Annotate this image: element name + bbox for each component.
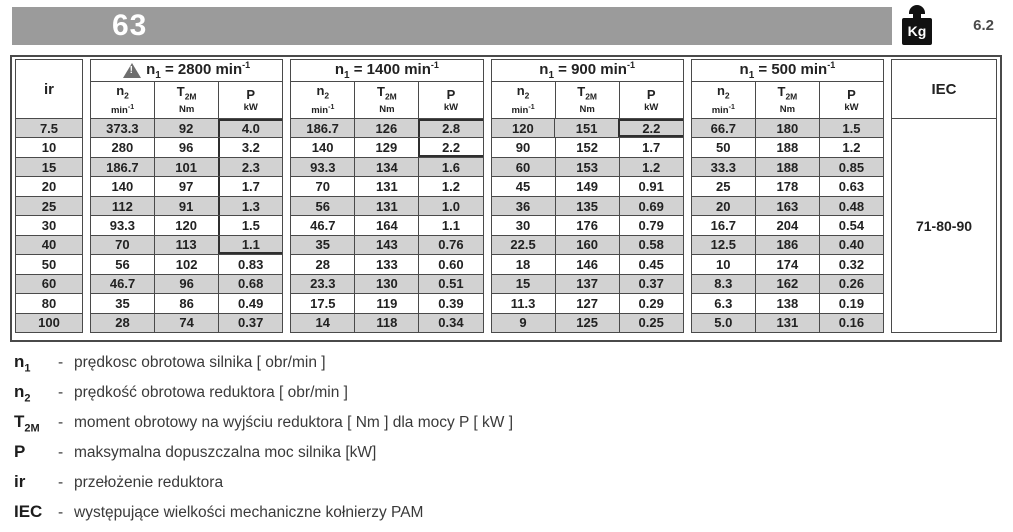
cell-value: 152 bbox=[555, 138, 619, 156]
cell-value: 33.3 bbox=[692, 158, 755, 176]
cell-value: 9 bbox=[492, 314, 555, 332]
data-row bbox=[692, 216, 883, 235]
cell-value: 45 bbox=[515, 179, 531, 195]
weight-indicator bbox=[894, 7, 1002, 47]
data-row bbox=[91, 197, 282, 216]
cell-value: 176 bbox=[555, 216, 619, 234]
cell-value: 6.3 bbox=[714, 295, 733, 311]
cell-value: 50 bbox=[716, 140, 731, 156]
legend-item bbox=[14, 352, 914, 382]
cell-value: 131 bbox=[755, 314, 819, 332]
cell-value: 70 bbox=[315, 179, 331, 195]
cell-value: 0.25 bbox=[619, 314, 683, 332]
series-header-bar bbox=[12, 7, 892, 45]
kg-weight-icon-body: Kg bbox=[902, 18, 932, 45]
cell-value: 0.39 bbox=[418, 294, 482, 312]
data-row bbox=[91, 236, 282, 255]
cell-value: 0.49 bbox=[218, 294, 282, 312]
column-header-P: P kW bbox=[819, 82, 883, 118]
cell-value: 15 bbox=[492, 275, 555, 293]
cell-value: 0.63 bbox=[819, 177, 883, 195]
cell-value: 96 bbox=[154, 275, 218, 293]
cell-value: 102 bbox=[154, 255, 218, 273]
cell-value: 138 bbox=[755, 294, 819, 312]
cell-value: 153 bbox=[555, 158, 619, 176]
cell-value: 0.91 bbox=[619, 177, 683, 195]
cell-value: 60 bbox=[492, 158, 555, 176]
cell-value: 36 bbox=[492, 197, 555, 215]
data-row bbox=[291, 216, 482, 235]
data-row bbox=[91, 255, 282, 274]
cell-value: 1.6 bbox=[418, 158, 482, 176]
cell-value: 101 bbox=[154, 158, 218, 176]
cell-value: 204 bbox=[755, 216, 819, 234]
group-title-n1-1400: $n_1 = 1400$ $\min^{-1}$ bbox=[291, 60, 482, 82]
cell-value: 1.2 bbox=[418, 177, 482, 195]
ir-row bbox=[16, 138, 82, 157]
cell-value: 112 bbox=[91, 197, 154, 215]
data-row bbox=[692, 138, 883, 157]
data-row bbox=[91, 275, 282, 294]
cell-value: 86 bbox=[154, 294, 218, 312]
cell-value: 5.0 bbox=[692, 314, 755, 332]
column-header-P: P kW bbox=[418, 82, 482, 118]
cell-value: 140 bbox=[311, 140, 334, 156]
ir-row bbox=[16, 255, 82, 274]
ir-value: 25 bbox=[16, 197, 82, 215]
data-row bbox=[492, 236, 683, 255]
cell-value: 2.2 bbox=[618, 119, 683, 137]
ir-row bbox=[16, 275, 82, 294]
cell-value: 149 bbox=[555, 177, 619, 195]
cell-value: 0.45 bbox=[619, 255, 683, 273]
cell-value: 0.58 bbox=[619, 236, 683, 254]
ir-column-body bbox=[16, 119, 82, 332]
data-row bbox=[492, 294, 683, 313]
legend-dash: - bbox=[58, 474, 64, 491]
cell-value: 0.19 bbox=[819, 294, 883, 312]
cell-value: 1.5 bbox=[819, 119, 883, 137]
cell-value: 91 bbox=[154, 197, 218, 215]
cell-value: 1.1 bbox=[418, 216, 482, 234]
iec-column-block bbox=[891, 59, 997, 333]
ir-row bbox=[16, 119, 82, 138]
legend-dash: - bbox=[58, 504, 64, 521]
cell-value: 135 bbox=[555, 197, 619, 215]
data-row bbox=[692, 197, 883, 216]
cell-value: 35 bbox=[291, 236, 354, 254]
legend-symbol: ir bbox=[14, 472, 26, 491]
group-title-n1-2800: ! $n_1 = 2800$ $\min^{-1}$ bbox=[91, 60, 282, 82]
cell-value: 146 bbox=[555, 255, 619, 273]
cell-value: 113 bbox=[154, 236, 218, 254]
cell-value: 160 bbox=[555, 236, 619, 254]
data-row bbox=[91, 138, 282, 157]
speed-group-1400 bbox=[290, 59, 483, 333]
cell-value: 119 bbox=[354, 294, 418, 312]
cell-value: 1.0 bbox=[418, 197, 482, 215]
group-subheader bbox=[291, 82, 482, 119]
cell-value: 90 bbox=[515, 140, 531, 156]
cell-value: 28 bbox=[91, 314, 154, 332]
cell-value: 93.3 bbox=[109, 217, 136, 233]
cell-value: 18 bbox=[515, 256, 531, 272]
cell-value: 151 bbox=[554, 119, 618, 137]
cell-value: 178 bbox=[755, 177, 819, 195]
legend-description: przełożenie reduktora bbox=[74, 474, 224, 491]
column-header-P: P kW bbox=[218, 82, 282, 118]
legend-description: moment obrotowy na wyjściu reduktora [ Nm ] dla mocy P [ kW ] bbox=[74, 414, 514, 431]
cell-value: 14 bbox=[291, 314, 354, 332]
column-header-P: P kW bbox=[619, 82, 683, 118]
cell-value: 4.0 bbox=[218, 119, 283, 137]
data-row bbox=[291, 177, 482, 196]
warning-triangle-icon bbox=[123, 63, 141, 78]
data-row bbox=[692, 177, 883, 196]
cell-value: 16.7 bbox=[710, 217, 736, 233]
cell-value: 92 bbox=[154, 119, 218, 137]
cell-value: 11.3 bbox=[510, 295, 536, 311]
data-row bbox=[91, 177, 282, 196]
column-header-n: $n_2$ $\min^{-1}$ bbox=[311, 82, 335, 117]
column-header-n: $n_2$ $\min^{-1}$ bbox=[511, 82, 535, 117]
data-row bbox=[291, 294, 482, 313]
cell-value: 163 bbox=[755, 197, 819, 215]
data-row bbox=[692, 158, 883, 177]
cell-value: 0.40 bbox=[819, 236, 883, 254]
ir-row bbox=[16, 197, 82, 216]
legend-item bbox=[14, 472, 914, 502]
data-row bbox=[692, 236, 883, 255]
legend-description: prędkosc obrotowa silnika [ obr/min ] bbox=[74, 354, 326, 371]
legend-description: prędkość obrotowa reduktora [ obr/min ] bbox=[74, 384, 348, 401]
ir-row bbox=[16, 177, 82, 196]
legend-symbol: $n_1$ bbox=[14, 352, 31, 375]
cell-value: 1.7 bbox=[619, 138, 683, 156]
cell-value: 129 bbox=[354, 138, 418, 156]
cell-value: 66.7 bbox=[692, 119, 755, 137]
legend-item bbox=[14, 502, 914, 532]
ir-row bbox=[16, 216, 82, 235]
data-row bbox=[291, 314, 482, 332]
cell-value: 0.85 bbox=[819, 158, 883, 176]
cell-value: 0.60 bbox=[418, 255, 482, 273]
ir-value: 100 bbox=[16, 314, 82, 332]
ir-value: 40 bbox=[16, 236, 82, 254]
data-row bbox=[692, 119, 883, 138]
legend-dash: - bbox=[58, 384, 64, 401]
cell-value: 56 bbox=[291, 197, 354, 215]
group-body bbox=[91, 119, 282, 332]
data-row bbox=[291, 197, 482, 216]
ir-column-block bbox=[15, 59, 83, 333]
ir-value: 30 bbox=[41, 217, 57, 233]
kg-weight-icon bbox=[900, 5, 934, 49]
cell-value: 3.2 bbox=[218, 138, 283, 156]
data-row bbox=[91, 294, 282, 313]
top-header bbox=[12, 7, 1002, 47]
cell-value: 162 bbox=[755, 275, 819, 293]
cell-value: 1.5 bbox=[218, 216, 283, 234]
ir-row bbox=[16, 294, 82, 313]
data-row bbox=[291, 255, 482, 274]
ir-value: 60 bbox=[16, 275, 82, 293]
cell-value: 1.7 bbox=[218, 177, 283, 195]
cell-value: 1.1 bbox=[218, 236, 283, 254]
cell-value: 0.34 bbox=[418, 314, 482, 332]
ir-value: 10 bbox=[41, 140, 57, 156]
cell-value: 118 bbox=[354, 314, 418, 332]
cell-value: 1.2 bbox=[619, 158, 683, 176]
cell-value: 0.68 bbox=[218, 275, 282, 293]
data-row bbox=[291, 138, 482, 157]
cell-value: 25 bbox=[716, 179, 731, 195]
group-body bbox=[492, 119, 683, 332]
cell-value: 186.7 bbox=[291, 119, 354, 137]
cell-value: 93.3 bbox=[291, 158, 354, 176]
cell-value: 186 bbox=[755, 236, 819, 254]
cell-value: 1.2 bbox=[819, 138, 883, 156]
column-header-n: $n_2$ $\min^{-1}$ bbox=[711, 82, 735, 117]
cell-value: 134 bbox=[354, 158, 418, 176]
data-row bbox=[492, 119, 683, 138]
series-number: 63 bbox=[112, 9, 148, 42]
group-body bbox=[291, 119, 482, 332]
data-row bbox=[492, 216, 683, 235]
legend-symbol: $T_{2M}$ bbox=[14, 412, 40, 435]
cell-value: 74 bbox=[154, 314, 218, 332]
cell-value: 0.79 bbox=[619, 216, 683, 234]
legend-item bbox=[14, 442, 914, 472]
weight-value: 6.2 bbox=[973, 17, 994, 34]
cell-value: 186.7 bbox=[91, 158, 154, 176]
cell-value: 0.32 bbox=[819, 255, 883, 273]
ir-value: 20 bbox=[41, 179, 57, 195]
legend-dash: - bbox=[58, 444, 64, 461]
cell-value: 56 bbox=[115, 256, 130, 272]
cell-value: 131 bbox=[354, 177, 418, 195]
cell-value: 133 bbox=[354, 255, 418, 273]
data-row bbox=[291, 275, 482, 294]
data-row bbox=[492, 197, 683, 216]
data-row bbox=[692, 255, 883, 274]
ir-row bbox=[16, 158, 82, 177]
cell-value: 30 bbox=[515, 217, 531, 233]
cell-value: 28 bbox=[315, 256, 331, 272]
legend-symbol: IEC bbox=[14, 502, 43, 521]
cell-value: 10 bbox=[716, 256, 731, 272]
legend-dash: - bbox=[58, 414, 64, 431]
data-row bbox=[692, 275, 883, 294]
cell-value: 0.83 bbox=[218, 255, 282, 273]
speed-group-500 bbox=[691, 59, 884, 333]
data-row bbox=[291, 236, 482, 255]
column-header-T: $T_{2M}$ Nm bbox=[555, 82, 619, 118]
legend-description: występujące wielkości mechaniczne kołnierzy PAM bbox=[74, 504, 424, 521]
cell-value: 127 bbox=[555, 294, 619, 312]
cell-value: 130 bbox=[354, 275, 418, 293]
cell-value: 164 bbox=[354, 216, 418, 234]
cell-value: 35 bbox=[115, 295, 130, 311]
cell-value: 0.26 bbox=[819, 275, 883, 293]
group-subheader bbox=[692, 82, 883, 119]
data-row bbox=[492, 255, 683, 274]
column-header-T: $T_{2M}$ Nm bbox=[755, 82, 819, 118]
column-header-T: $T_{2M}$ Nm bbox=[154, 82, 218, 118]
legend-symbol: P bbox=[14, 442, 26, 461]
legend-symbol: $n_2$ bbox=[14, 382, 31, 405]
group-title-n1-900: $n_1 = 900$ $\min^{-1}$ bbox=[492, 60, 683, 82]
ir-value: 7.5 bbox=[16, 119, 82, 137]
cell-value: 46.7 bbox=[91, 275, 154, 293]
cell-value: 0.48 bbox=[819, 197, 883, 215]
group-subheader bbox=[91, 82, 282, 119]
speed-group-2800 bbox=[90, 59, 283, 333]
cell-value: 70 bbox=[91, 236, 154, 254]
ratings-table bbox=[10, 55, 1002, 342]
legend-dash: - bbox=[58, 354, 64, 371]
data-row bbox=[492, 138, 683, 157]
cell-value: 131 bbox=[354, 197, 418, 215]
cell-value: 143 bbox=[354, 236, 418, 254]
group-subheader bbox=[492, 82, 683, 119]
legend-item bbox=[14, 412, 914, 442]
cell-value: 12.5 bbox=[692, 236, 755, 254]
data-row bbox=[91, 314, 282, 332]
cell-value: 1.3 bbox=[218, 197, 283, 215]
column-header-n: $n_2$ $\min^{-1}$ bbox=[110, 82, 135, 117]
cell-value: 20 bbox=[692, 197, 755, 215]
ir-row bbox=[16, 236, 82, 255]
speed-group-900 bbox=[491, 59, 684, 333]
data-row bbox=[492, 314, 683, 332]
cell-value: 0.54 bbox=[819, 216, 883, 234]
ir-row bbox=[16, 314, 82, 332]
data-row bbox=[91, 216, 282, 235]
cell-value: 2.3 bbox=[218, 158, 283, 176]
ir-value: 15 bbox=[16, 158, 82, 176]
ir-column-header: ir bbox=[16, 60, 82, 119]
cell-value: 120 bbox=[154, 216, 218, 234]
cell-value: 2.2 bbox=[418, 138, 483, 156]
data-row bbox=[291, 158, 482, 177]
cell-value: 373.3 bbox=[91, 119, 154, 137]
iec-column-header: IEC bbox=[892, 60, 996, 119]
ir-value: 80 bbox=[41, 295, 57, 311]
data-row bbox=[692, 314, 883, 332]
cell-value: 120 bbox=[492, 119, 555, 137]
iec-flange-value: 71-80-90 bbox=[915, 217, 973, 234]
data-row bbox=[91, 158, 282, 177]
legend bbox=[14, 352, 914, 532]
cell-value: 0.16 bbox=[819, 314, 883, 332]
cell-value: 137 bbox=[555, 275, 619, 293]
ir-value: 50 bbox=[41, 256, 57, 272]
data-row bbox=[492, 275, 683, 294]
data-row bbox=[492, 177, 683, 196]
data-row bbox=[91, 119, 282, 138]
cell-value: 126 bbox=[354, 119, 418, 137]
cell-value: 2.8 bbox=[418, 119, 483, 137]
cell-value: 46.7 bbox=[310, 217, 336, 233]
cell-value: 0.76 bbox=[418, 236, 482, 254]
cell-value: 180 bbox=[755, 119, 819, 137]
cell-value: 23.3 bbox=[291, 275, 354, 293]
cell-value: 0.37 bbox=[218, 314, 282, 332]
cell-value: 8.3 bbox=[692, 275, 755, 293]
cell-value: 280 bbox=[111, 140, 134, 156]
legend-item bbox=[14, 382, 914, 412]
group-body bbox=[692, 119, 883, 332]
cell-value: 188 bbox=[755, 138, 819, 156]
column-header-T: $T_{2M}$ Nm bbox=[354, 82, 418, 118]
data-row bbox=[492, 158, 683, 177]
cell-value: 0.51 bbox=[418, 275, 482, 293]
cell-value: 22.5 bbox=[492, 236, 555, 254]
cell-value: 96 bbox=[154, 138, 218, 156]
cell-value: 97 bbox=[154, 177, 218, 195]
cell-value: 174 bbox=[755, 255, 819, 273]
group-title-n1-500: $n_1 = 500$ $\min^{-1}$ bbox=[692, 60, 883, 82]
cell-value: 140 bbox=[111, 179, 134, 195]
cell-value: 0.37 bbox=[619, 275, 683, 293]
data-row bbox=[291, 119, 482, 138]
cell-value: 125 bbox=[555, 314, 619, 332]
cell-value: 188 bbox=[755, 158, 819, 176]
data-row bbox=[692, 294, 883, 313]
cell-value: 0.69 bbox=[619, 197, 683, 215]
legend-description: maksymalna dopuszczalna moc silnika [kW] bbox=[74, 444, 377, 461]
cell-value: 17.5 bbox=[310, 295, 336, 311]
cell-value: 0.29 bbox=[619, 294, 683, 312]
